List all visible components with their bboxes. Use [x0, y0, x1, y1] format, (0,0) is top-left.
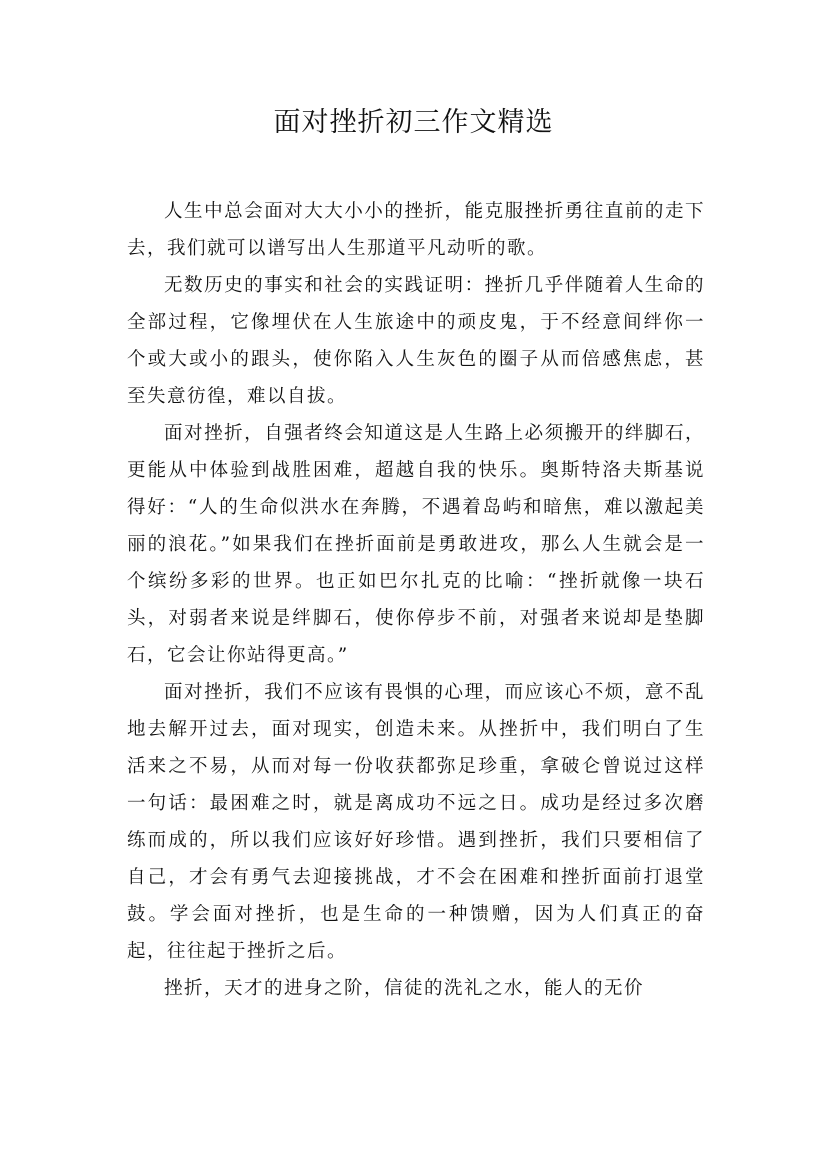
paragraph-2: 无数历史的事实和社会的实践证明：挫折几乎伴随着人生命的全部过程，它像埋伏在人生旅途中的顽皮鬼，于不经意间绊你一个或大或小的跟头，使你陷入人生灰色的圈子从而倍感焦虑，甚至失意彷徨，难以自拔。 — [127, 275, 705, 407]
article-body — [127, 193, 705, 1007]
paragraph-5: 挫折，天才的进身之阶，信徒的洗礼之水，能人的无价 — [164, 978, 645, 999]
paragraph-1: 人生中总会面对大大小小的挫折，能克服挫折勇往直前的走下去，我们就可以谱写出人生那道平凡动听的歌。 — [127, 201, 705, 259]
page-title: 面对挫折初三作文精选 — [273, 107, 554, 138]
paragraph-3: 面对挫折，自强者终会知道这是人生路上必须搬开的绊脚石，更能从中体验到战胜困难，超越自我的快乐。奥斯特洛夫斯基说得好：“人的生命似洪水在奔腾，不遇着岛屿和暗焦，难以激起美丽的浪花。”如果我们在挫折面前是勇敢进攻，那么人生就会是一个缤纷多彩的世界。也正如巴尔扎克的比喻：“挫折就像一块石头，对弱者来说是绊脚石，使你停步不前，对强者来说却是垫脚石，它会让你站得更高。” — [127, 423, 705, 666]
paragraph-4: 面对挫折，我们不应该有畏惧的心理，而应该心不烦，意不乱地去解开过去，面对现实，创造未来。从挫折中，我们明白了生活来之不易，从而对每一份收获都弥足珍重，拿破仑曾说过这样一句话：最困难之时，就是离成功不远之日。成功是经过多次磨练而成的，所以我们应该好好珍惜。遇到挫折，我们只要相信了自己，才会有勇气去迎接挑战，才不会在困难和挫折面前打退堂鼓。学会面对挫折，也是生命的一种馈赠，因为人们真正的奋起，往往起于挫折之后。 — [127, 682, 705, 962]
